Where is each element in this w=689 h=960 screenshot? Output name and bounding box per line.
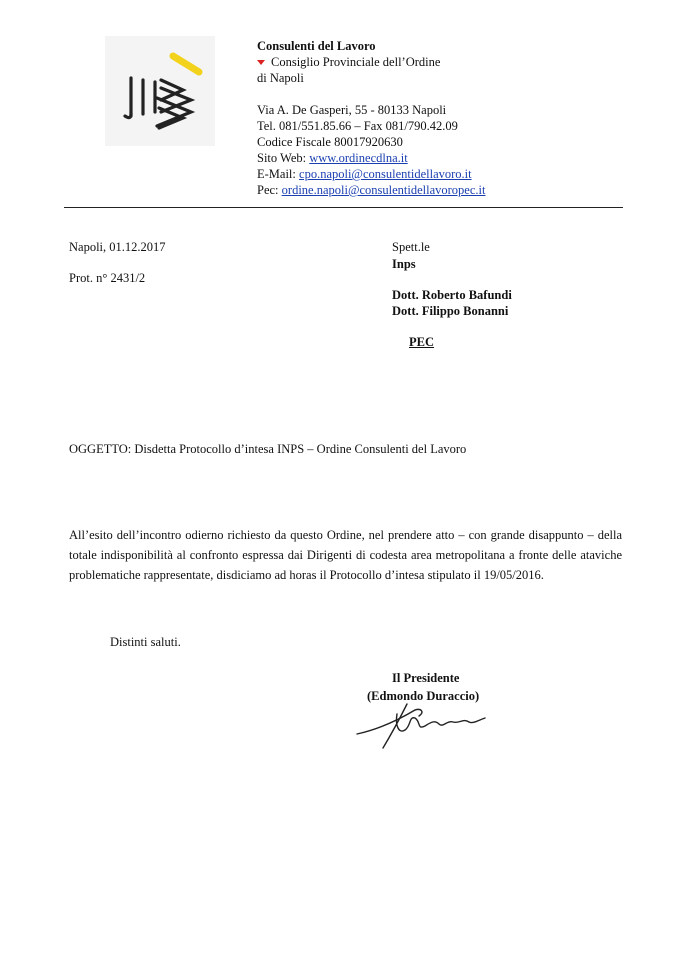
letterhead <box>257 38 485 198</box>
council-city: di Napoli <box>257 71 304 85</box>
signer-title: Il Presidente <box>392 671 460 685</box>
email-line: E-Mail: cpo.napoli@consulentidellavoro.it <box>257 167 472 181</box>
subject-line: OGGETTO: Disdetta Protocollo d’intesa INPS – Ordine Consulenti del Lavoro <box>69 442 467 456</box>
email-link[interactable]: cpo.napoli@consulentidellavoro.it <box>299 167 472 181</box>
website-link[interactable]: www.ordinecdlna.it <box>309 151 408 165</box>
recipient-name-2: Dott. Filippo Bonanni <box>392 304 509 318</box>
address: Via A. De Gasperi, 55 - 80133 Napoli <box>257 103 447 117</box>
signature-icon <box>355 700 505 750</box>
letter-body: All’esito dell’incontro odierno richiesto da questo Ordine, nel prendere atto – con grande disappunto – della totale indisponibilità al confronto espressa dai Dirigenti di codesta area metropolitana a fronte delle ataviche problematiche rappresentate, disdiciamo ad horas il Protocollo d’intesa stipulato il 19/05/2016. <box>69 528 622 582</box>
recipient-salutation: Spett.le <box>392 240 430 254</box>
handwritten-signature <box>355 700 505 755</box>
triangle-bullet-icon <box>257 60 265 65</box>
recipient-name-1: Dott. Roberto Bafundi <box>392 288 512 302</box>
delivery-method: PEC <box>409 335 434 349</box>
phone-fax: Tel. 081/551.85.66 – Fax 081/790.42.09 <box>257 119 458 133</box>
org-name: Consulenti del Lavoro <box>257 39 376 53</box>
tax-code: Codice Fiscale 80017920630 <box>257 135 403 149</box>
website-line: Sito Web: www.ordinecdlna.it <box>257 151 408 165</box>
pec-link[interactable]: ordine.napoli@consulentidellavoropec.it <box>281 183 486 197</box>
logo-mark-icon <box>105 36 215 146</box>
header-divider <box>64 207 623 208</box>
closing: Distinti saluti. <box>110 635 181 649</box>
place-date: Napoli, 01.12.2017 <box>69 240 166 254</box>
signer-name: (Edmondo Duraccio) <box>367 689 480 703</box>
protocol-number: Prot. n° 2431/2 <box>69 271 146 285</box>
order-logo <box>105 36 215 146</box>
council-line <box>257 54 485 70</box>
recipient-org: Inps <box>392 257 416 271</box>
council-name: Consiglio Provinciale dell’Ordine <box>271 55 441 69</box>
pec-line: Pec: ordine.napoli@consulentidellavoropec.it <box>257 183 486 197</box>
